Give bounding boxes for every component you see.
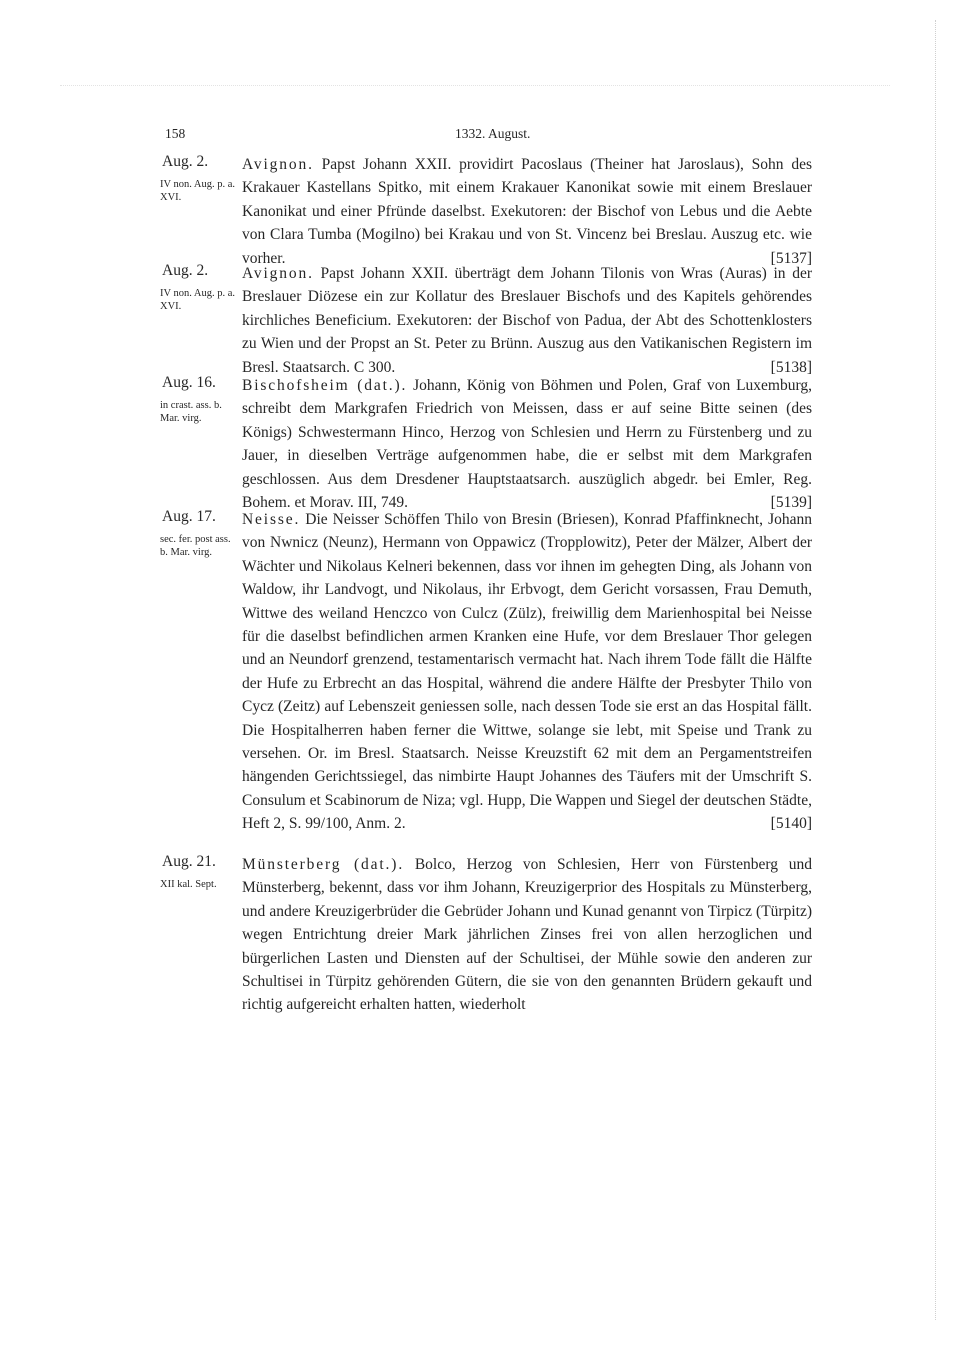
entry-place: Münsterberg (dat.). <box>242 856 405 873</box>
entry-date: Aug. 21. <box>162 853 216 870</box>
page-header <box>165 126 810 146</box>
entry-body: Johann, König von Böhmen und Polen, Graf von Luxemburg, schreibt dem Markgrafen Friedrich von Meissen, dass er auf seine Bitte seinen (des Königs) Schwestermann Hinco, Herzog von Schlesien und Herrn zu Fürstenberg und zu Jauer, in dieselben Verträge aufgenommen habe, die er selbst mit dem Markgrafen geschlossen. Aus dem Dresdener Hauptstaatsarch. auszüglich abgedr. bei Emler, Reg. Bohem. et Morav. III, 749. <box>242 377 812 512</box>
entry-marginal-date: sec. fer. post ass. b. Mar. virg. <box>160 534 231 558</box>
entry-marginal-date: in crast. ass. b. Mar. virg. <box>160 400 222 424</box>
entry-marginal-date: IV non. Aug. p. a. XVI. <box>160 179 236 203</box>
entry-5141 <box>162 853 812 1017</box>
entry-5138 <box>162 262 812 379</box>
entry-number: [5139] <box>770 494 812 512</box>
entry-date: Aug. 17. <box>162 508 216 525</box>
entry-number: [5138] <box>770 358 812 376</box>
entry-5139 <box>162 374 812 514</box>
entry-text <box>242 153 812 270</box>
running-title: 1332. August. <box>455 126 531 141</box>
entry-marginal-date: XII kal. Sept. <box>160 879 217 890</box>
entry-place: Avignon. <box>242 265 314 282</box>
entry-body: Die Neisser Schöffen Thilo von Bresin (Briesen), Konrad Pfaffinknecht, Johann von Nwnicz (Neunz), Hermann von Oppawicz (Tropplowitz), Peter der Mälzer, Albert der Wächter und Nikolaus Kelneri bekennen, dass vor ihnen im gehegten Ding, als Johann von Waldow, ihr Landvogt, und Nikolaus, ihr Erbvogt, dem Gericht vorsassen, Frau Demuth, Wittwe des weiland Henczco von Culcz (Zülz), freiwillig dem Marienhospital bei Neisse für die daselbst befindlichen armen Kranken eine Hufe, vor dem Breslauer Thor gelegen und an Neundorf grenzend, testamentarisch vermacht hat. Nach ihrem Tode fällt die Hälfte der Hufe zu Erbrecht an das Hospital, während die andere Hälfte der Presbyter Thilo von Cycz (Zeitz) auf Lebenszeit geniessen solle, nach dessen Tode sie erst an das Hospital fällt. Die Hospitalherren haben ferner die Wittwe, solange sie lebt, mit Speise und Trank zu versehen. Or. im Bresl. Staatsarch. Neisse Kreuzstift 62 mit dem an Pergamentstreifen hängenden Gerichtssiegel, das nimbirte Haupt Johannes des Täufers mit der Umschrift S. Consulum et Scabinorum de Niza; vgl. Hupp, Die Wappen und Siegel der deutschen Städte, Heft 2, S. 99/100, Anm. 2. <box>242 511 812 833</box>
entry-body: Bolco, Herzog von Schlesien, Herr von Fürstenberg und Münsterberg, bekennt, dass vor ihm Johann, Kreuzigerprior des Hospitals zu Münsterberg, und andere Kreuzigerbrüder die Gebrüder Johann und Kunad genannt von Tirpicz (Türpitz) wegen Entrichtung dreier Mark jährlichen Zinses frei von allen herzoglichen und bürgerlichen Lasten und Diensten auf der Schultisei, der Mühle sowie den anderen zur Schultisei in Türpitz gehörenden Gütern, die sie von den genannten Brüdern gekauft und richtig aufgereicht erhalten hatten, wiederholt <box>242 856 812 1014</box>
entry-5137 <box>162 153 812 270</box>
entry-body: Papst Johann XXII. providirt Pacoslaus (Theiner hat Jaroslaus), Sohn des Krakauer Kastellans Spitko, mit einem Krakauer Kanonikat sowie mit einem Breslauer Kanonikat und einer Pfründe daselbst. Exekutoren: der Bischof von Lebus und die Aebte von Clara Tumba (Mogilno) bei Krakau und von St. Vincenz bei Breslau. Auszug etc. wie vorher. <box>242 156 812 267</box>
entry-text <box>242 853 812 1017</box>
scan-artifact-right <box>935 20 937 1320</box>
entry-place: Avignon. <box>242 156 314 173</box>
entry-date: Aug. 16. <box>162 374 216 391</box>
scan-artifact-top <box>60 85 890 86</box>
entry-text <box>242 374 812 514</box>
entry-number: [5140] <box>770 815 812 833</box>
entry-place: Neisse. <box>242 511 301 528</box>
entry-text <box>242 262 812 379</box>
entry-number: [5137] <box>770 249 812 267</box>
entry-place: Bischofsheim (dat.). <box>242 377 408 394</box>
entry-5140 <box>162 508 812 836</box>
page-number: 158 <box>165 126 186 141</box>
entry-text <box>242 508 812 836</box>
entry-date: Aug. 2. <box>162 153 209 170</box>
entry-marginal-date: IV non. Aug. p. a. XVI. <box>160 288 236 312</box>
entry-date: Aug. 2. <box>162 262 209 279</box>
entry-body: Papst Johann XXII. überträgt dem Johann Tilonis von Wras (Auras) in der Breslauer Diözese ein zur Kollatur des Breslauer Bischofs und des Kapitels gehörendes kirchliches Beneficium. Exekutoren: der Bischof von Padua, der Abt des Schottenklosters zu Wien und der Propst an St. Peter zu Brünn. Auszug aus den Vatikanischen Registern im Bresl. Staatsarch. C 300. <box>242 265 812 376</box>
